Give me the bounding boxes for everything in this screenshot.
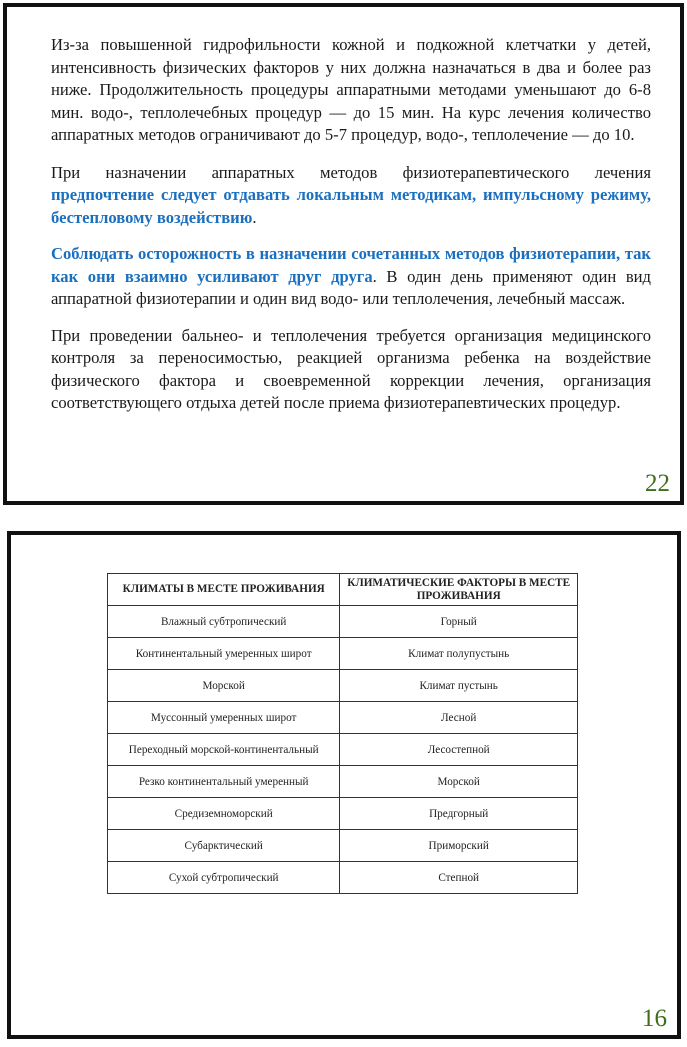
table-cell: Влажный субтропический <box>108 606 340 638</box>
table-cell: Приморский <box>340 830 578 862</box>
table-cell: Предгорный <box>340 798 578 830</box>
table-row <box>108 670 578 702</box>
table-cell: Переходный морской-континентальный <box>108 734 340 766</box>
paragraph-3 <box>51 243 651 311</box>
table-cell: Климат полупустынь <box>340 638 578 670</box>
paragraph-2-highlight: предпочтение следует отдавать локальным методикам, импульсному режиму, бестепловому воздействию <box>51 185 651 227</box>
table-cell: Субарктический <box>108 830 340 862</box>
paragraph-2-text: При назначении аппаратных методов физиотерапевтического лечения <box>51 162 651 182</box>
column-header-factors: КЛИМАТИЧЕСКИЕ ФАКТОРЫ В МЕСТЕ ПРОЖИВАНИЯ <box>340 574 578 606</box>
table-cell: Сухой субтропический <box>108 862 340 894</box>
table-row <box>108 702 578 734</box>
climate-table <box>107 573 578 894</box>
slide-page-16 <box>7 531 681 1039</box>
table-row <box>108 638 578 670</box>
table-header-row <box>108 574 578 606</box>
table-cell: Лесостепной <box>340 734 578 766</box>
table-cell: Муссонный умеренных широт <box>108 702 340 734</box>
table-cell: Степной <box>340 862 578 894</box>
column-header-climates: КЛИМАТЫ В МЕСТЕ ПРОЖИВАНИЯ <box>108 574 340 606</box>
table-cell: Лесной <box>340 702 578 734</box>
paragraph-2-end: . <box>252 207 257 227</box>
page-number: 22 <box>645 470 670 497</box>
table-row <box>108 734 578 766</box>
table-cell: Резко континентальный умеренный <box>108 766 340 798</box>
paragraph-3-text: . В один день применяют один вид аппаратной физиотерапии и один вид водо- или теплолечения, лечебный массаж. <box>51 266 651 308</box>
table-row <box>108 766 578 798</box>
paragraph-1: Из-за повышенной гидрофильности кожной и подкожной клетчатки у детей, интенсивность физических факторов у них должна назначаться в два и более раз ниже. Продолжительность процедуры аппаратными методами уменьшают до 6-8 мин. водо-, теплолечебных процедур — до 15 мин. На курс лечения количество аппаратных методов ограничивают до 5-7 процедур, водо-, теплолечение — до 10. <box>51 35 651 144</box>
table-row <box>108 830 578 862</box>
table-row <box>108 606 578 638</box>
slide-text <box>51 34 651 429</box>
table-cell: Климат пустынь <box>340 670 578 702</box>
paragraph-3-highlight: Соблюдать осторожность в назначении сочетанных методов физиотерапии, так как они взаимно усиливают друг друга <box>51 244 651 286</box>
table-cell: Средиземноморский <box>108 798 340 830</box>
table-cell: Морской <box>340 766 578 798</box>
table-cell: Континентальный умеренных широт <box>108 638 340 670</box>
paragraph-4: При проведении бальнео- и теплолечения требуется организация медицинского контроля за переносимостью, реакцией организма ребенка на воздействие физического фактора и своевременной коррекции лечения, организация соответствующего отдыха детей после приема физиотерапевтических процедур. <box>51 325 651 412</box>
paragraph-2 <box>51 162 651 230</box>
table-cell: Горный <box>340 606 578 638</box>
page-number: 16 <box>642 1005 667 1032</box>
slide-page-22 <box>3 3 684 505</box>
table-row <box>108 862 578 894</box>
table-cell: Морской <box>108 670 340 702</box>
table-row <box>108 798 578 830</box>
